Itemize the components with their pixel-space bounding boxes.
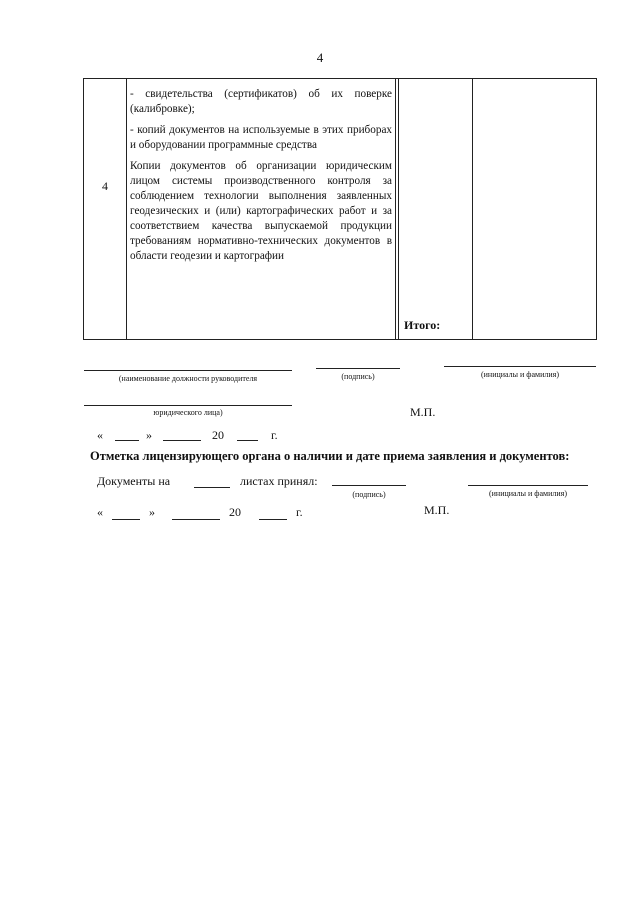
list-item: - копий документов на используемые в этих приборах и оборудовании программные средства <box>130 124 392 151</box>
page-number: 4 <box>316 50 324 65</box>
table-divider <box>126 79 127 339</box>
month-field[interactable] <box>163 440 201 441</box>
seal-mark: М.П. <box>410 405 436 419</box>
acceptor-signature-line[interactable] <box>332 485 406 486</box>
licensing-heading: Отметка лицензирующего органа о наличии и дате приема заявления и документов: <box>90 449 570 463</box>
list-item: Копии документов об организации юридическим лицом системы производственного контроля за соблюдением технологии выполнения заявленных геодезических и (или) картографических работ и за соответствием качества выпускаемой продукции требованиям нормативно-технических документов в области геодезии и картографии <box>130 160 392 262</box>
legal-entity-caption: юридического лица) <box>153 408 223 417</box>
sheets-accepted-label: листах принял: <box>240 474 318 488</box>
signature-line[interactable] <box>316 368 400 369</box>
total-label: Итого: <box>404 318 441 332</box>
table-divider <box>472 79 473 339</box>
position-line[interactable] <box>84 370 292 371</box>
documents-on-label: Документы на <box>97 474 171 488</box>
list-item: - свидетельства (сертификатов) об их поверке (калибровке); <box>130 88 392 115</box>
date-close-quote: » <box>149 505 155 519</box>
acceptor-name-line[interactable] <box>468 485 588 486</box>
day-field[interactable] <box>112 519 140 520</box>
year-prefix: 20 <box>212 428 224 442</box>
documents-table <box>83 78 597 340</box>
date-close-quote: » <box>146 428 152 442</box>
acceptor-signature-caption: (подпись) <box>352 490 386 499</box>
year-suffix: г. <box>296 505 303 519</box>
name-caption: (инициалы и фамилия) <box>480 370 560 379</box>
year-field[interactable] <box>259 519 287 520</box>
year-field[interactable] <box>237 440 258 441</box>
day-field[interactable] <box>115 440 139 441</box>
name-line[interactable] <box>444 366 596 367</box>
table-divider <box>395 79 399 339</box>
year-suffix: г. <box>271 428 278 442</box>
date-open-quote: « <box>97 505 103 519</box>
position-caption: (наименование должности руководителя <box>118 374 258 383</box>
sheets-count-field[interactable] <box>194 487 230 488</box>
row-description <box>130 87 392 270</box>
row-number: 4 <box>102 179 108 193</box>
signature-caption: (подпись) <box>341 372 375 381</box>
position-line-2[interactable] <box>84 405 292 406</box>
month-field[interactable] <box>172 519 220 520</box>
date-open-quote: « <box>97 428 103 442</box>
seal-mark: М.П. <box>424 503 450 517</box>
year-prefix: 20 <box>229 505 241 519</box>
acceptor-name-caption: (инициалы и фамилия) <box>488 489 568 498</box>
